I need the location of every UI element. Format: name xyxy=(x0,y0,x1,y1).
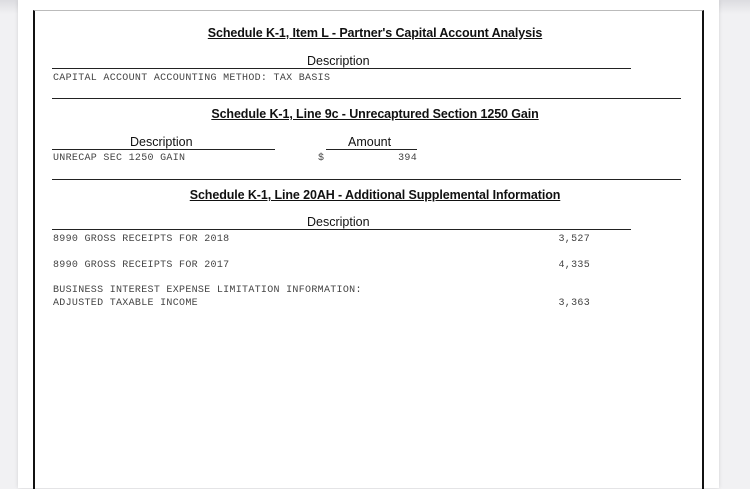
section-title-line-20ah: Schedule K-1, Line 20AH - Additional Supplemental Information xyxy=(189,188,561,202)
description-header: Description xyxy=(307,54,370,68)
row-amount: 3,363 xyxy=(558,298,590,309)
row-description-continued: ADJUSTED TAXABLE INCOME xyxy=(53,298,198,309)
section-title-item-l: Schedule K-1, Item L - Partner's Capital Account Analysis xyxy=(207,26,543,40)
row-description: CAPITAL ACCOUNT ACCOUNTING METHOD: TAX BASIS xyxy=(53,73,331,84)
description-header: Description xyxy=(307,215,370,229)
description-header-rule xyxy=(52,149,275,150)
amount-header-rule xyxy=(326,149,417,150)
row-amount: 3,527 xyxy=(558,234,590,245)
section-divider xyxy=(52,98,681,99)
row-amount: 394 xyxy=(398,153,417,164)
row-description: 8990 GROSS RECEIPTS FOR 2018 xyxy=(53,234,230,245)
row-amount: 4,335 xyxy=(558,260,590,271)
row-description: 8990 GROSS RECEIPTS FOR 2017 xyxy=(53,260,230,271)
section-divider xyxy=(52,179,681,180)
header-rule xyxy=(52,229,631,230)
row-description: UNRECAP SEC 1250 GAIN xyxy=(53,153,186,164)
amount-header: Amount xyxy=(348,135,392,149)
currency-symbol: $ xyxy=(318,153,325,164)
row-description: BUSINESS INTEREST EXPENSE LIMITATION INFORMATION: xyxy=(53,285,362,296)
header-rule xyxy=(52,68,631,69)
section-title-line-9c: Schedule K-1, Line 9c - Unrecaptured Section 1250 Gain xyxy=(211,107,539,121)
description-header: Description xyxy=(130,135,193,149)
